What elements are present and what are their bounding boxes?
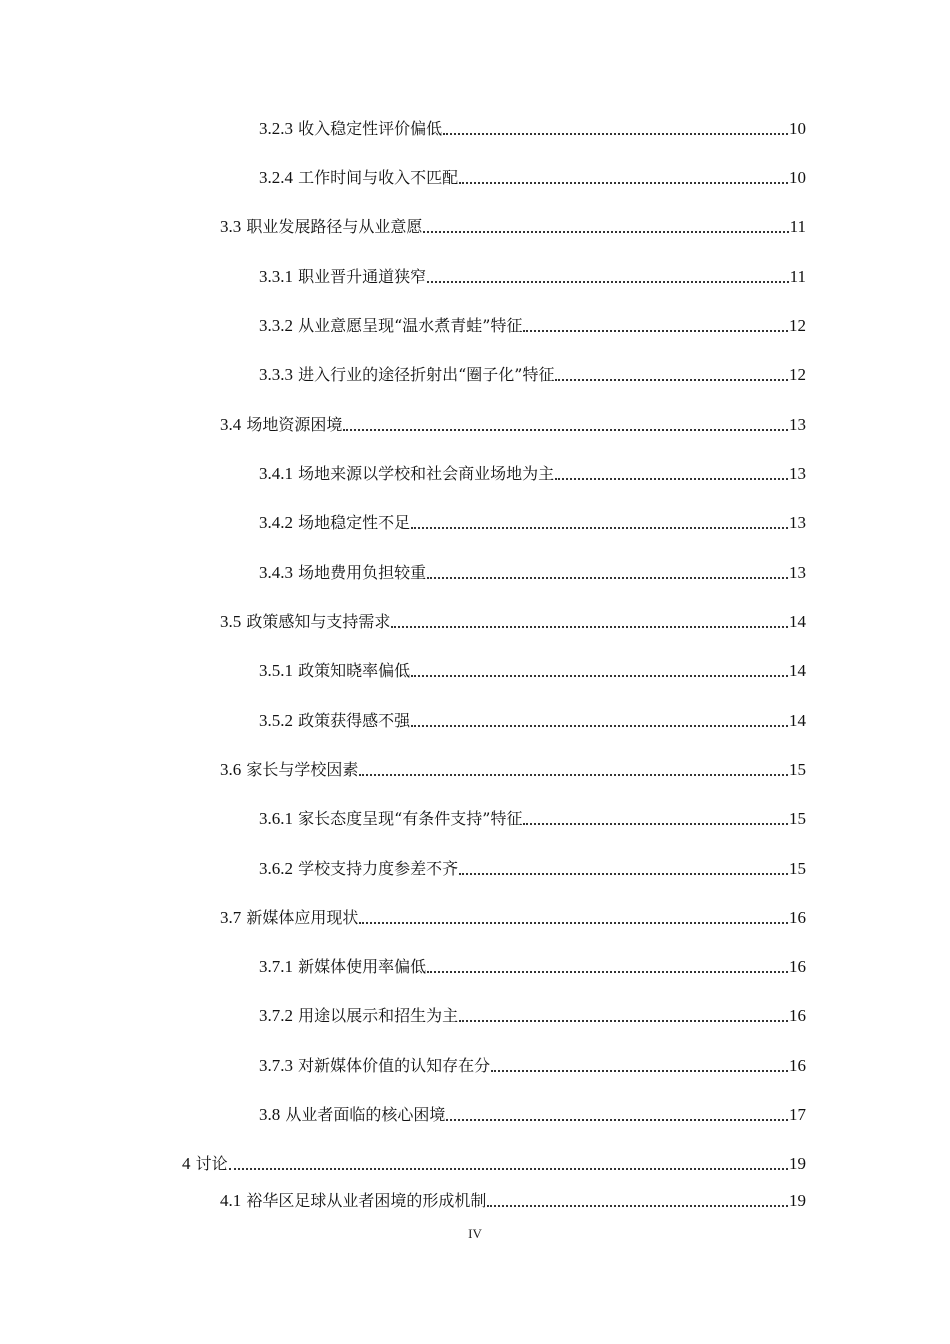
toc-entry-3-5-2[interactable] [259,709,806,733]
dot-leader [411,709,788,733]
dot-leader [459,857,788,881]
toc-entry-title: 讨论 [195,1154,228,1173]
dot-leader [427,561,788,585]
toc-entry-number: 3.8 [259,1105,281,1124]
toc-entry-page: 19 [789,1191,806,1210]
toc-entry-page: 10 [789,119,806,138]
toc-entry-title: 职业晋升通道狭窄 [298,267,427,286]
toc-entry-3-8[interactable] [259,1103,806,1127]
toc-entry-number: 3.4.1 [259,464,293,483]
toc-entry-page: 10 [789,168,806,187]
dot-leader [229,1152,788,1176]
toc-entry-4-1[interactable] [220,1189,806,1213]
toc-entry-page: 13 [789,464,806,483]
toc-entry-title: 场地来源以学校和社会商业场地为主 [298,464,555,483]
toc-entry-3-5[interactable] [220,610,806,634]
toc-entry-page: 11 [789,267,806,286]
toc-entry-number: 4 [182,1154,191,1173]
toc-entry-page: 17 [789,1105,806,1124]
toc-entry-title: 学校支持力度参差不齐 [298,859,459,878]
toc-entry-number: 3.6 [220,760,242,779]
toc-entry-title: 职业发展路径与从业意愿 [246,217,423,236]
toc-entry-title: 新媒体使用率偏低 [298,957,427,976]
toc-entry-number: 3.3.2 [259,316,293,335]
toc-entry-title: 对新媒体价值的认知存在分 [298,1056,491,1075]
toc-entry-page: 19 [789,1154,806,1173]
dot-leader [523,314,788,338]
toc-entry-page: 16 [789,908,806,927]
toc-entry-page: 14 [789,711,806,730]
toc-entry-title: 收入稳定性评价偏低 [298,119,443,138]
toc-entry-3-7-3[interactable] [259,1054,806,1078]
dot-leader [359,906,788,930]
toc-entry-number: 3.7.3 [259,1056,293,1075]
toc-entry-page: 16 [789,957,806,976]
dot-leader [427,265,789,289]
dot-leader [555,363,788,387]
toc-entry-title: 政策知晓率偏低 [298,661,411,680]
toc-entry-number: 3.3.3 [259,365,293,384]
dot-leader [487,1189,788,1213]
toc-entry-title: 从业者面临的核心困境 [285,1105,446,1124]
dot-leader [427,955,788,979]
toc-entry-number: 3.2.4 [259,168,293,187]
toc-entry-title: 裕华区足球从业者困境的形成机制 [246,1191,487,1210]
dot-leader [343,413,788,437]
dot-leader [523,807,788,831]
toc-entry-3-6-1[interactable] [259,807,806,831]
toc-entry-number: 3.7 [220,908,242,927]
toc-entry-number: 3.6.1 [259,809,293,828]
toc-entry-title: 场地费用负担较重 [298,563,427,582]
toc-entry-number: 4.1 [220,1191,242,1210]
toc-entry-3-3[interactable] [220,215,806,239]
page-number-footer: IV [468,1226,482,1241]
toc-entry-page: 16 [789,1056,806,1075]
toc-entry-title: 新媒体应用现状 [246,908,359,927]
toc-entry-title: 工作时间与收入不匹配 [298,168,459,187]
toc-entry-title: 从业意愿呈现“温水煮青蛙”特征 [298,316,523,335]
toc-entry-3-4-3[interactable] [259,561,806,585]
toc-entry-3-4[interactable] [220,413,806,437]
toc-entry-3-3-3[interactable] [259,363,806,387]
dot-leader [446,1103,788,1127]
toc-entry-3-7[interactable] [220,906,806,930]
toc-entry-page: 13 [789,513,806,532]
toc-entry-title: 场地资源困境 [246,415,343,434]
toc-entry-3-6[interactable] [220,758,806,782]
toc-entry-page: 11 [789,217,806,236]
toc-entry-number: 3.5 [220,612,242,631]
toc-entry-number: 3.4.2 [259,513,293,532]
toc-entry-title: 政策感知与支持需求 [246,612,391,631]
dot-leader [555,462,788,486]
toc-entry-number: 3.7.1 [259,957,293,976]
toc-entry-page: 16 [789,1006,806,1025]
dot-leader [391,610,788,634]
toc-entry-page: 12 [789,316,806,335]
toc-entry-title: 场地稳定性不足 [298,513,411,532]
toc-entry-number: 3.4.3 [259,563,293,582]
dot-leader [411,511,788,535]
toc-entry-number: 3.2.3 [259,119,293,138]
dot-leader [459,1004,788,1028]
toc-entry-page: 14 [789,612,806,631]
toc-entry-page: 12 [789,365,806,384]
toc-entry-3-2-3[interactable] [259,117,806,141]
toc-entry-3-3-1[interactable] [259,265,806,289]
toc-entry-page: 15 [789,760,806,779]
toc-entry-3-7-2[interactable] [259,1004,806,1028]
toc-entry-number: 3.7.2 [259,1006,293,1025]
toc-entry-page: 13 [789,563,806,582]
toc-entry-3-5-1[interactable] [259,659,806,683]
toc-entry-title: 政策获得感不强 [298,711,411,730]
toc-entry-title: 家长态度呈现“有条件支持”特征 [298,809,523,828]
dot-leader [423,215,788,239]
toc-entry-number: 3.5.1 [259,661,293,680]
toc-entry-number: 3.3 [220,217,242,236]
toc-entry-page: 14 [789,661,806,680]
dot-leader [359,758,788,782]
toc-entry-number: 3.3.1 [259,267,293,286]
toc-entry-title: 用途以展示和招生为主 [298,1006,459,1025]
toc-entry-number: 3.6.2 [259,859,293,878]
toc-entry-3-6-2[interactable] [259,857,806,881]
toc-entry-page: 15 [789,809,806,828]
toc-entry-title: 家长与学校因素 [246,760,359,779]
toc-entry-3-7-1[interactable] [259,955,806,979]
toc-entry-3-2-4[interactable] [259,166,806,190]
toc-entry-3-3-2[interactable] [259,314,806,338]
dot-leader [411,659,788,683]
dot-leader [491,1054,788,1078]
dot-leader [459,166,788,190]
toc-entry-4[interactable] [182,1152,806,1176]
dot-leader [443,117,788,141]
toc-entry-3-4-1[interactable] [259,462,806,486]
toc-entry-page: 13 [789,415,806,434]
toc-entry-title: 进入行业的途径折射出“圈子化”特征 [298,365,555,384]
toc-entry-page: 15 [789,859,806,878]
toc-entry-number: 3.4 [220,415,242,434]
toc-entry-3-4-2[interactable] [259,511,806,535]
toc-entry-number: 3.5.2 [259,711,293,730]
